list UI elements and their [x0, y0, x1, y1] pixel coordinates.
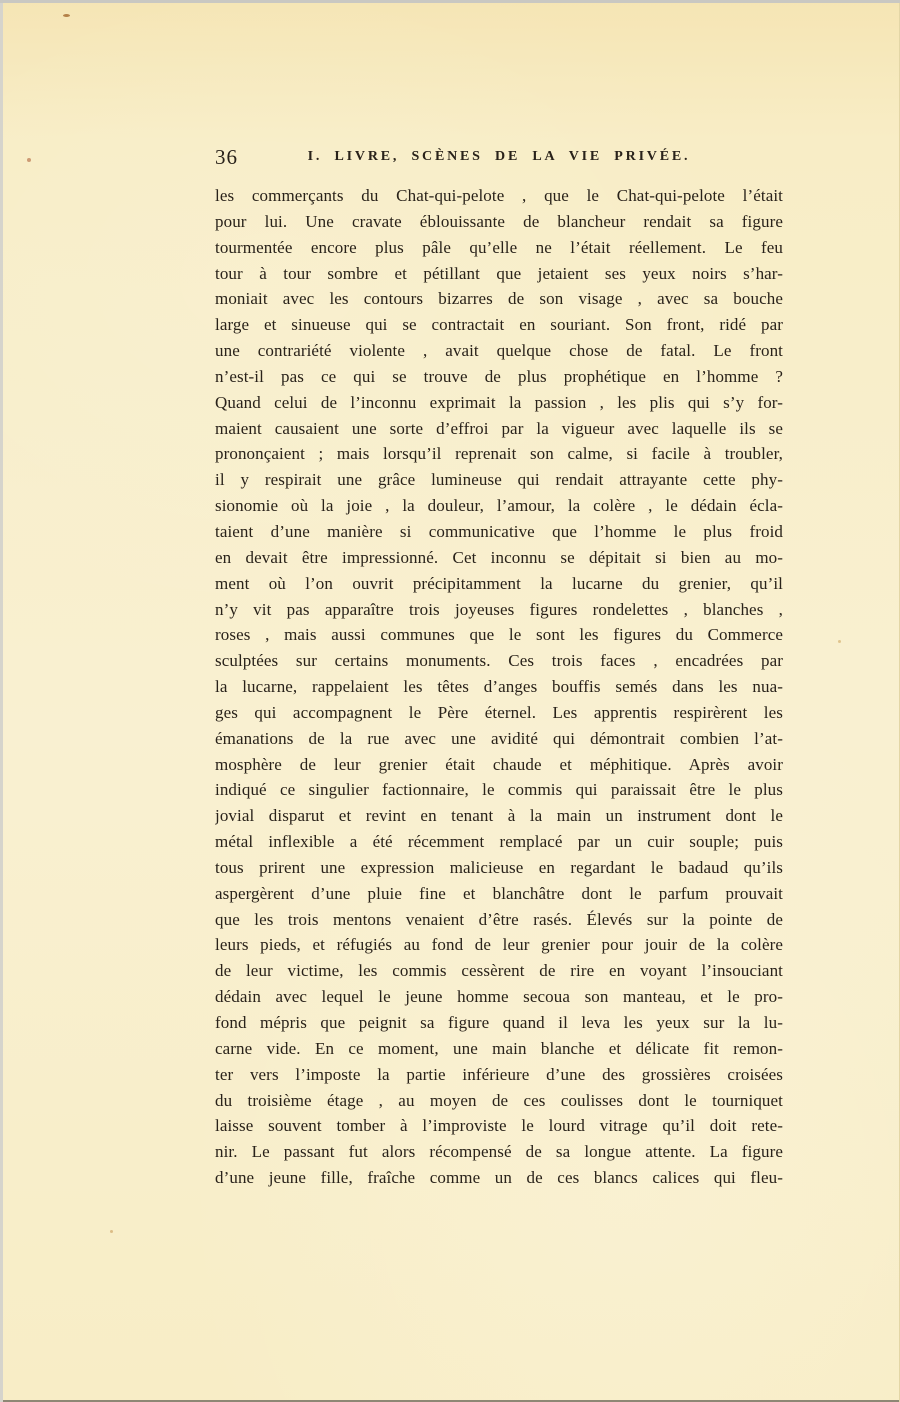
text-line: fond mépris que peignit sa figure quand il leva les yeux sur la lu-	[215, 1013, 783, 1032]
body-text	[215, 183, 783, 1191]
paper-speck	[838, 640, 841, 643]
text-line: ges qui accompagnent le Père éternel. Les apprentis respirèrent les	[215, 702, 783, 722]
paper-speck	[110, 1230, 113, 1233]
text-line: dédain avec lequel le jeune homme secoua son manteau, et le pro-	[215, 987, 783, 1007]
text-line: la lucarne, rappelaient les têtes d’anges bouffis semés dans les nua-	[215, 677, 783, 697]
text-line: tour à tour sombre et pétillant que jetaient ses yeux noirs s’har-	[215, 263, 783, 283]
text-line: aspergèrent d’une pluie fine et blanchâtre dont le parfum prouvait	[215, 883, 783, 903]
text-line: prononçaient ; mais lorsqu’il reprenait son calme, si facile à troubler,	[215, 444, 783, 464]
text-line: maient causaient une sorte d’effroi par la vigueur avec laquelle ils se	[215, 418, 783, 438]
text-line: indiqué ce singulier factionnaire, le commis qui paraissait être le plus	[215, 780, 783, 800]
text-line: il y respirait une grâce lumineuse qui rendait attrayante cette phy-	[215, 470, 783, 490]
text-line: tous prirent une expression malicieuse en regardant le badaud qu’ils	[215, 857, 783, 877]
text-line: que les trois mentons venaient d’être rasés. Élevés sur la pointe de	[215, 909, 783, 929]
text-line: de leur victime, les commis cessèrent de rire en voyant l’insouciant	[215, 961, 783, 981]
text-line: émanations de la rue avec une avidité qui démontrait combien l’at-	[215, 728, 783, 748]
text-line: ment où l’on ouvrit précipitamment la lucarne du grenier, qu’il	[215, 573, 783, 593]
text-line: mosphère de leur grenier était chaude et méphitique. Après avoir	[215, 754, 783, 774]
text-line: large et sinueuse qui se contractait en souriant. Son front, ridé par	[215, 315, 783, 335]
text-line: ter vers l’imposte la partie inférieure d’une des grossières croisées	[215, 1064, 783, 1084]
text-line: n’est-il pas ce qui se trouve de plus prophétique en l’homme ?	[215, 366, 783, 386]
text-line: taient d’une manière si communicative que l’homme le plus froid	[215, 521, 783, 541]
text-line: leurs pieds, et réfugiés au fond de leur grenier pour jouir de la colère	[215, 935, 783, 955]
text-line: tourmentée encore plus pâle qu’elle ne l’était réellement. Le feu	[215, 237, 783, 257]
text-line: laisse souvent tomber à l’improviste le lourd vitrage qu’il doit rete-	[215, 1116, 783, 1136]
text-line: pour lui. Une cravate éblouissante de blancheur rendait sa figure	[215, 211, 783, 231]
paper-speck	[63, 14, 70, 17]
running-header-title: I. LIVRE, SCÈNES DE LA VIE PRIVÉE.	[307, 149, 691, 164]
text-line: en devait être impressionné. Cet inconnu se dépitait si bien au mo-	[215, 547, 783, 567]
text-line: du troisième étage , au moyen de ces coulisses dont le tourniquet	[215, 1090, 783, 1110]
text-line: métal inflexible a été récemment remplacé par un cuir souple; puis	[215, 832, 783, 852]
text-line: une contrariété violente , avait quelque chose de fatal. Le front	[215, 341, 783, 361]
running-head-row	[215, 144, 783, 170]
text-line: moniait avec les contours bizarres de son visage , avec sa bouche	[215, 289, 783, 309]
paper-speck	[27, 158, 31, 162]
text-line: Quand celui de l’inconnu exprimait la passion , les plis qui s’y for-	[215, 392, 783, 412]
text-line: n’y vit pas apparaître trois joyeuses figures rondelettes , blanches ,	[215, 599, 783, 619]
text-line: nir. Le passant fut alors récompensé de sa longue attente. La figure	[215, 1142, 783, 1162]
text-line: roses , mais aussi communes que le sont les figures du Commerce	[215, 625, 783, 645]
text-line: sculptées sur certains monuments. Ces trois faces , encadrées par	[215, 651, 783, 671]
text-line: les commerçants du Chat-qui-pelote , que le Chat-qui-pelote l’était	[215, 186, 783, 205]
text-line: sionomie où la joie , la douleur, l’amour, la colère , le dédain écla-	[215, 496, 783, 516]
text-line: d’une jeune fille, fraîche comme un de ces blancs calices qui fleu-	[215, 1168, 783, 1188]
page-number: 36	[215, 145, 238, 169]
text-line: jovial disparut et revint en tenant à la main un instrument dont le	[215, 806, 783, 826]
text-line: carne vide. En ce moment, une main blanche et délicate fit remon-	[215, 1038, 783, 1058]
